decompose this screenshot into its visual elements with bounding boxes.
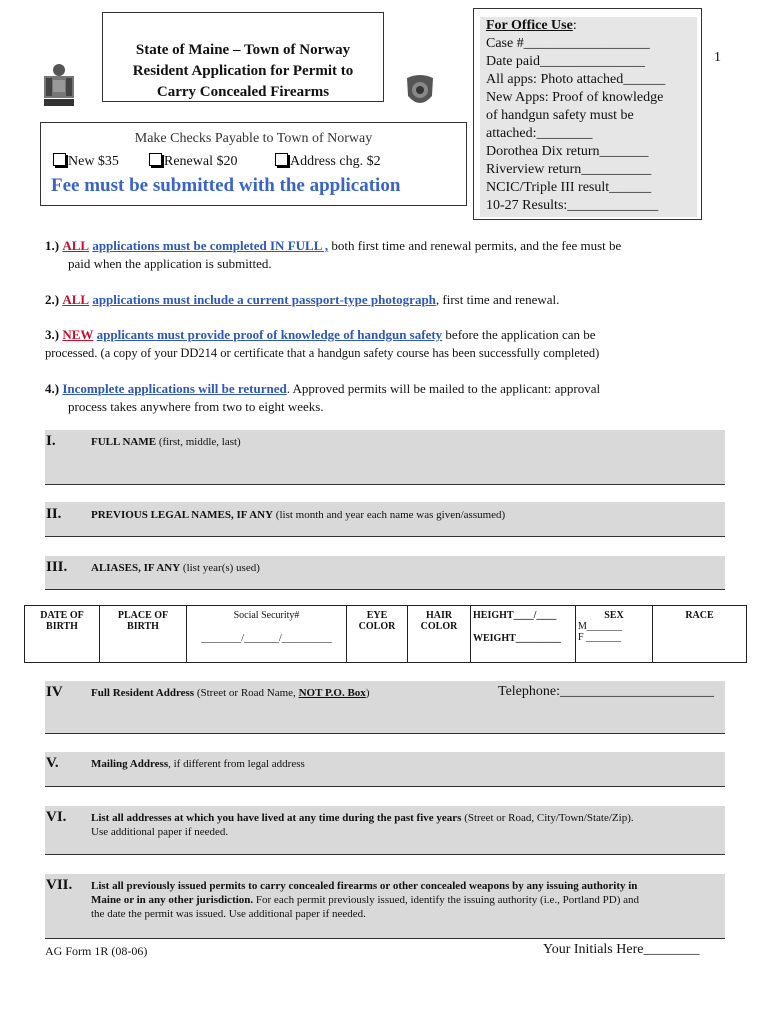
checkbox-renewal[interactable]: [149, 153, 162, 166]
option-new[interactable]: New $35: [53, 153, 119, 170]
rule-1: 1.) ALL applications must be completed IN FULL , both first time and renewal permits, and the fee must be: [45, 238, 622, 253]
office-dix-field[interactable]: Dorothea Dix return_______: [486, 144, 649, 159]
office-use-title: For Office Use:: [486, 18, 577, 33]
rule-4: 4.) Incomplete applications will be returned. Approved permits will be mailed to the applicant: approval: [45, 381, 601, 396]
checkbox-new[interactable]: [53, 153, 66, 166]
title-line-3: Carry Concealed Firearms: [156, 84, 330, 100]
vitals-table: [24, 605, 747, 663]
eye-color-cell[interactable]: EYE COLOR: [347, 606, 408, 663]
section-3-label: ALIASES, IF ANY (list year(s) used): [91, 562, 260, 574]
hair-color-cell[interactable]: HAIR COLOR: [408, 606, 471, 663]
payment-box: [40, 122, 467, 206]
form-id: AG Form 1R (08-06): [45, 944, 148, 958]
rule-2: 2.) ALL applications must include a current passport-type photograph, first time and renewal.: [45, 292, 560, 307]
section-2-number: II.: [46, 506, 62, 522]
section-4-number: IV: [46, 684, 63, 700]
option-address-change[interactable]: Address chg. $2: [275, 153, 381, 170]
office-1027-field[interactable]: 10-27 Results:_____________: [486, 198, 659, 213]
initials-field[interactable]: Your Initials Here________: [543, 942, 700, 957]
fee-notice: Fee must be submitted with the application: [51, 175, 401, 196]
office-photo-field[interactable]: All apps: Photo attached______: [486, 72, 666, 87]
office-use-shading: [480, 17, 697, 217]
form-title-box: [102, 12, 384, 102]
office-date-paid-field[interactable]: Date paid_______________: [486, 54, 646, 69]
section-7-label: List all previously issued permits to carry concealed firearms or other concealed weapons by any issuing authority in: [91, 880, 638, 892]
maine-state-seal: [42, 62, 76, 108]
section-6-label: List all addresses at which you have lived at any time during the past five years (Street or Road, City/Town/State/Zip).: [91, 812, 634, 824]
page-number: 1: [714, 50, 721, 65]
office-case-field[interactable]: Case #__________________: [486, 36, 650, 51]
ssn-cell[interactable]: Social Security# ________/_______/__________: [187, 606, 347, 663]
checkbox-address-change[interactable]: [275, 153, 288, 166]
section-7-line-3: the date the permit was issued. Use additional paper if needed.: [91, 908, 366, 920]
office-attached-field[interactable]: attached:________: [486, 126, 593, 141]
title-line-1: State of Maine – Town of Norway: [135, 42, 351, 58]
rule-3-line-2: processed. (a copy of your DD214 or certificate that a handgun safety course has been successfully completed): [45, 346, 600, 360]
section-5-label: Mailing Address, if different from legal address: [91, 758, 305, 770]
sex-cell[interactable]: SEX M_______ F _______: [576, 606, 653, 663]
section-7-number: VII.: [46, 877, 73, 893]
section-7-line-2: Maine or in any other jurisdiction. For each permit previously issued, identify the issuing authority (i.e., Portland PD) and: [91, 894, 640, 906]
payable-to-text: Make Checks Payable to Town of Norway: [134, 131, 373, 146]
section-6-number: VI.: [46, 809, 67, 825]
section-6-line-2: Use additional paper if needed.: [91, 826, 229, 838]
pob-cell[interactable]: PLACE OF BIRTH: [100, 606, 187, 663]
office-ncic-field[interactable]: NCIC/Triple III result______: [486, 180, 652, 195]
office-proof-line-1: New Apps: Proof of knowledge: [486, 90, 664, 105]
section-4-label: Full Resident Address (Street or Road Name, NOT P.O. Box): [91, 687, 370, 699]
telephone-field[interactable]: Telephone:______________________: [498, 684, 714, 699]
section-1-number: I.: [46, 433, 56, 449]
dob-cell[interactable]: DATE OF BIRTH: [25, 606, 100, 663]
title-line-2: Resident Application for Permit to: [132, 63, 354, 79]
option-renewal[interactable]: Renewal $20: [149, 153, 237, 170]
rule-4-line-2: process takes anywhere from two to eight weeks.: [68, 399, 324, 414]
rule-1-line-2: paid when the application is submitted.: [68, 256, 272, 271]
height-weight-cell[interactable]: HEIGHT____/____ WEIGHT_________: [471, 606, 576, 663]
office-use-box: [473, 8, 702, 220]
section-3-number: III.: [46, 559, 68, 575]
section-1-label: FULL NAME (first, middle, last): [91, 436, 241, 448]
section-2-label: PREVIOUS LEGAL NAMES, IF ANY (list month and year each name was given/assumed): [91, 509, 506, 521]
office-proof-line-2: of handgun safety must be: [486, 108, 634, 123]
race-cell[interactable]: RACE: [653, 606, 747, 663]
police-badge-icon: [405, 74, 435, 110]
section-5-number: V.: [46, 755, 59, 771]
rule-3: 3.) NEW applicants must provide proof of knowledge of handgun safety before the application can be: [45, 327, 596, 342]
office-riverview-field[interactable]: Riverview return__________: [486, 162, 652, 177]
